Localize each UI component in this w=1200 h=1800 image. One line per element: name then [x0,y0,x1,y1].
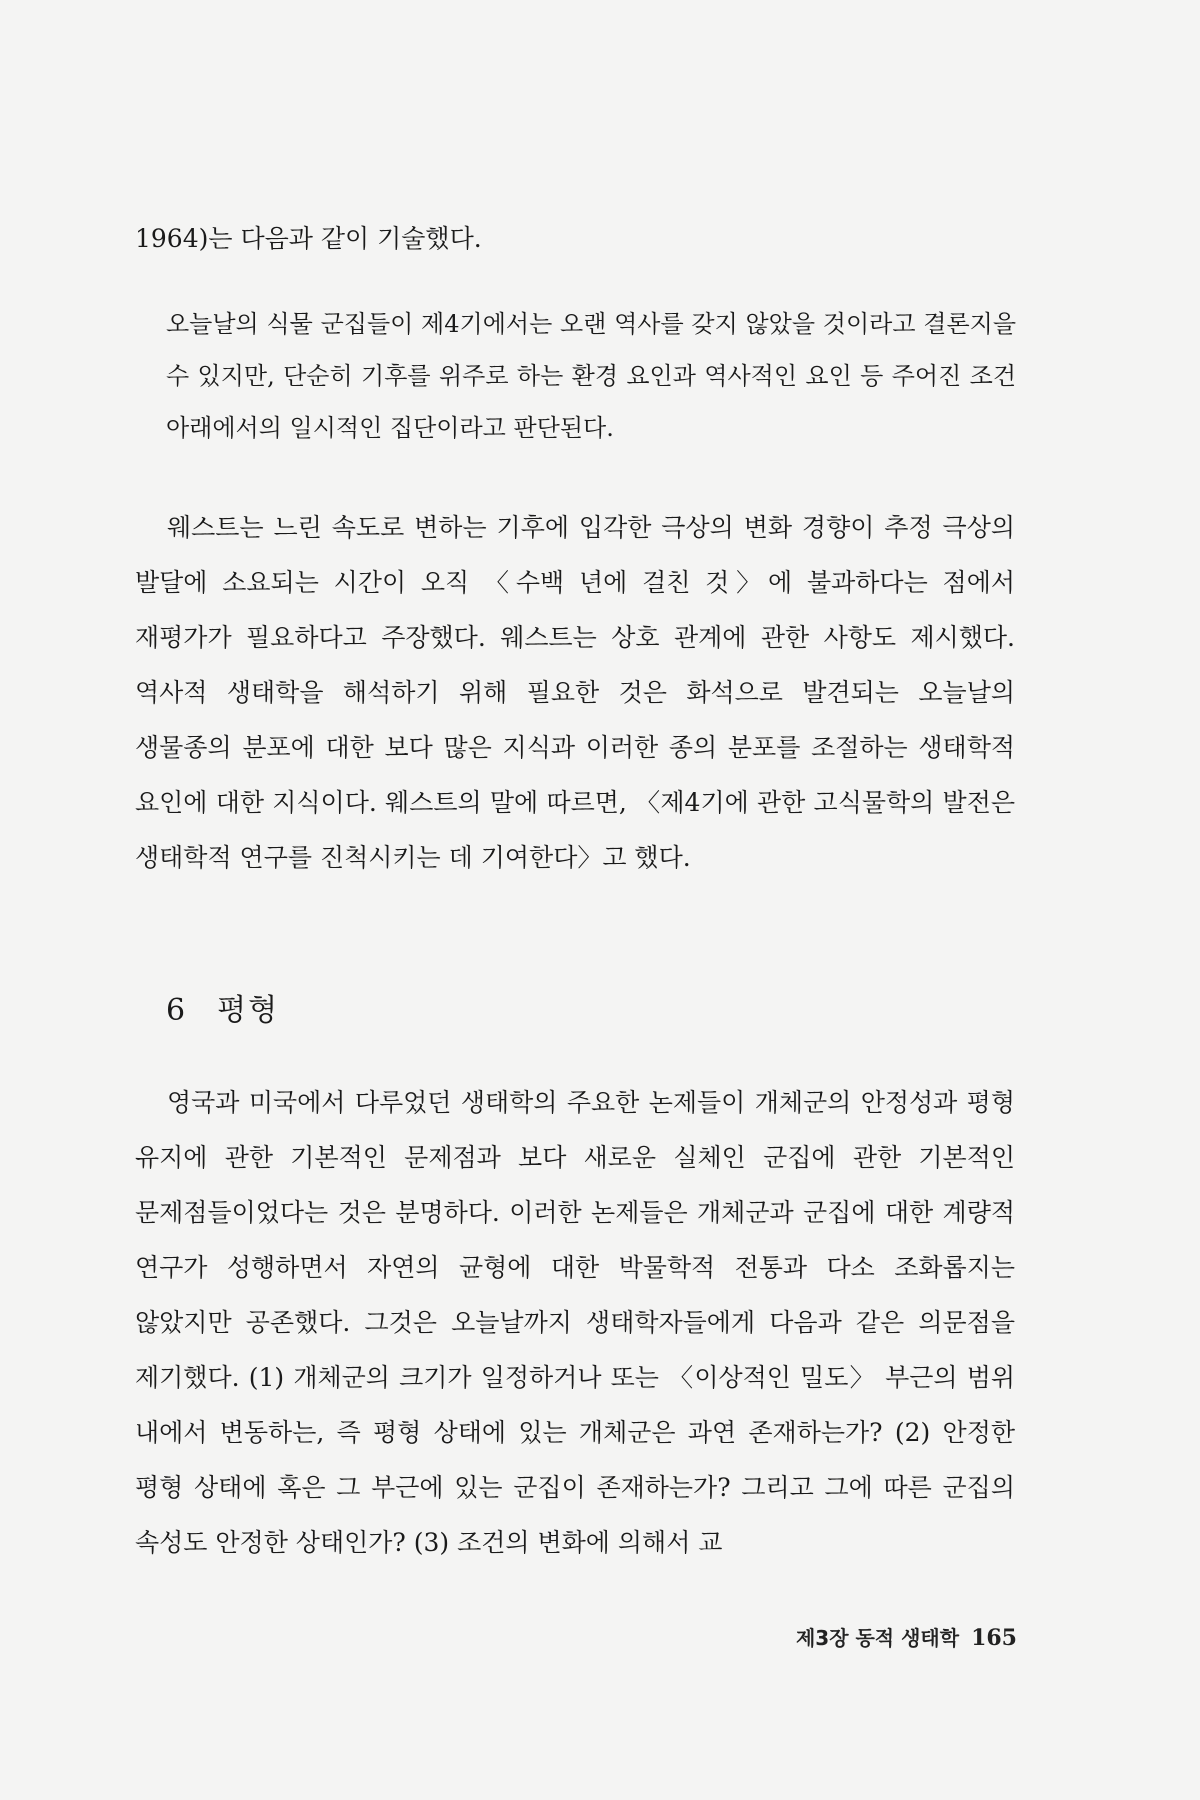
body-paragraph-1: 웨스트는 느린 속도로 변하는 기후에 입각한 극상의 변화 경향이 추정 극상의 발달에 소요되는 시간이 오직 〈수백 년에 걸친 것〉에 불과하다는 점에서 재평가가 필요하다고 주장했다. 웨스트는 상호 관계에 관한 사항도 제시했다. 역사적 생태학을 해석하기 위해 필요한 것은 화석으로 발견되는 오늘날의 생물종의 분포에 대한 보다 많은 지식과 이러한 종의 분포를 조절하는 생태학적 요인에 대한 지식이다. 웨스트의 말에 따르면, 〈제4기에 관한 고식물학의 발전은 생태학적 연구를 진척시키는 데 기여한다〉고 했다. [135,513,1015,872]
section-number: 6 [166,993,188,1028]
section-heading [166,985,279,1029]
body-paragraph-2: 영국과 미국에서 다루었던 생태학의 주요한 논제들이 개체군의 안정성과 평형 유지에 관한 기본적인 문제점과 보다 새로운 실체인 군집에 관한 기본적인 문제점들이었다는 것은 분명하다. 이러한 논제들은 개체군과 군집에 대한 계량적 연구가 성행하면서 자연의 균형에 대한 박물학적 전통과 다소 조화롭지는 않았지만 공존했다. 그것은 오늘날까지 생태학자들에게 다음과 같은 의문점을 제기했다. (1) 개체군의 크기가 일정하거나 또는 〈이상적인 밀도〉 부근의 범위 내에서 변동하는, 즉 평형 상태에 있는 개체군은 과연 존재하는가? (2) 안정한 평형 상태에 혹은 그 부근에 있는 군집이 존재하는가? 그리고 그에 따른 군집의 속성도 안정한 상태인가? (3) 조건의 변화에 의해서 교 [135,1088,1015,1557]
lead-text: 1964)는 다음과 같이 기술했다. [135,224,482,253]
chapter-running-title: 제3장 동적 생태학 [795,1626,960,1650]
block-quote: 오늘날의 식물 군집들이 제4기에서는 오랜 역사를 갖지 않았을 것이라고 결론지을 수 있지만, 단순히 기후를 위주로 하는 환경 요인과 역사적인 요인 등 주어진 조건 아래에서의 일시적인 집단이라고 판단된다. [166,310,1016,442]
page-footer [796,1622,1017,1651]
section-title: 평형 [217,993,280,1028]
page-number: 165 [971,1625,1017,1651]
